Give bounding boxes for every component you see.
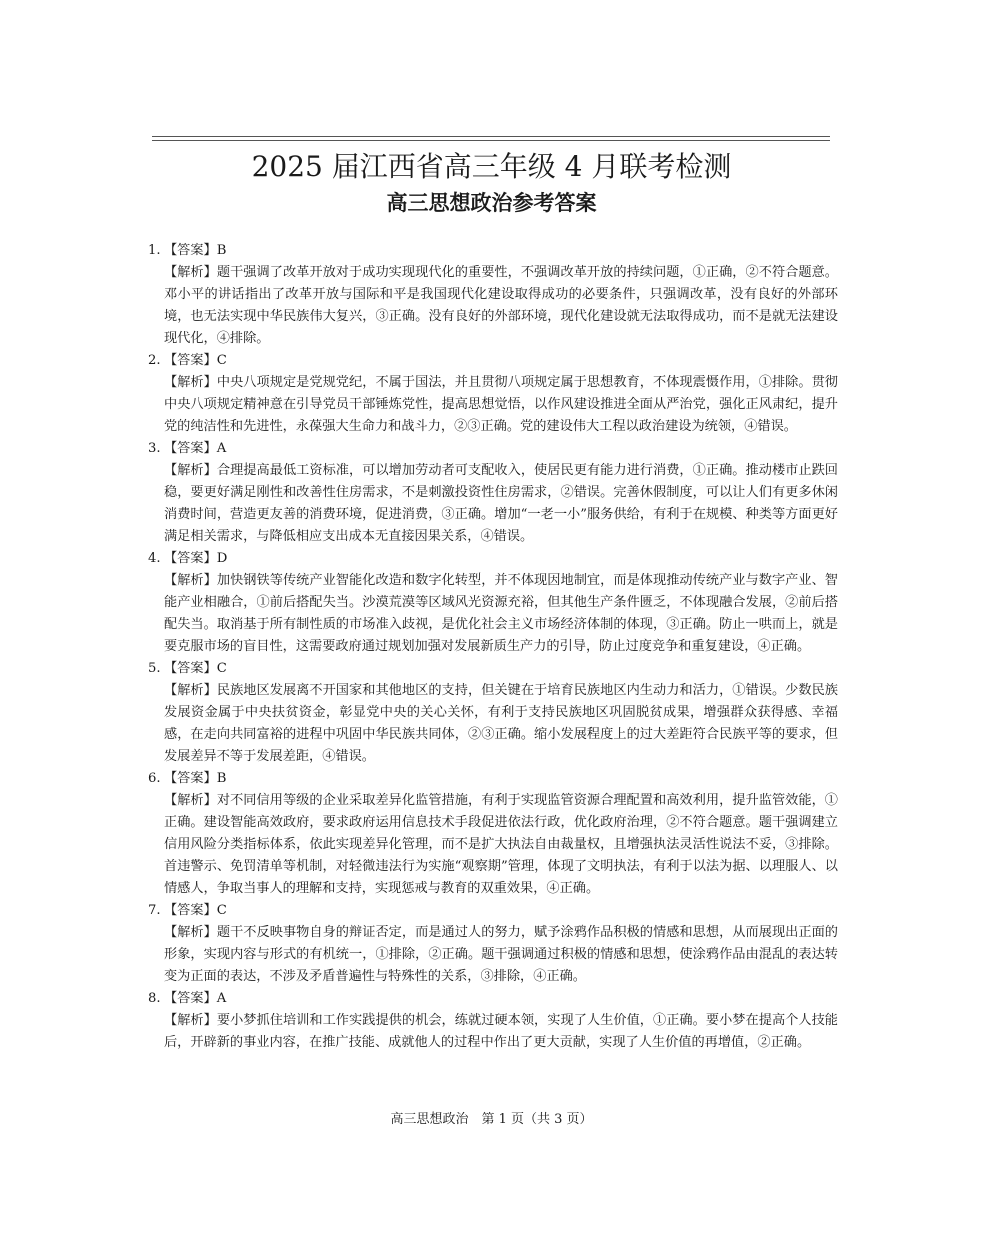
document-title: 2025 届江西省高三年级 4 月联考检测 xyxy=(251,150,732,183)
question-number: 1. xyxy=(148,243,161,258)
answer-line xyxy=(148,350,838,372)
document-subtitle: 高三思想政治参考答案 xyxy=(386,191,597,215)
answer-line xyxy=(148,900,838,922)
question-item xyxy=(148,548,838,658)
question-item xyxy=(148,240,838,350)
question-number: 7. xyxy=(148,903,161,918)
analysis-text: 【解析】民族地区发展离不开国家和其他地区的支持，但关键在于培育民族地区内生动力和活力，①错误。少数民族发展资金属于中央扶贫资金，彰显党中央的关心关怀，有利于支持民族地区巩固脱贫成果，增强群众获得感、幸福感，在走向共同富裕的进程中巩固中华民族共同体，②③正确。缩小发展程度上的过大差距符合民族平等的要求，但发展差异不等于发展差距，④错误。 xyxy=(164,683,838,764)
question-number: 6. xyxy=(148,771,161,786)
header-rule-bottom xyxy=(152,140,830,141)
analysis-text: 【解析】合理提高最低工资标准，可以增加劳动者可支配收入，使居民更有能力进行消费，①正确。推动楼市止跌回稳，要更好满足刚性和改善性住房需求，不是刺激投资性住房需求，②错误。完善休假制度，可以让人们有更多休闲消费时间，营造更友善的消费环境，促进消费，③正确。增加“一老一小”服务供给，有利于在规模、种类等方面更好满足相关需求，与降低相应支出成本无直接因果关系，④错误。 xyxy=(164,463,838,544)
answer-text: 【答案】A xyxy=(164,441,227,456)
answer-line xyxy=(148,438,838,460)
question-item xyxy=(148,900,838,988)
answer-text: 【答案】D xyxy=(164,551,228,566)
question-item xyxy=(148,350,838,438)
analysis-text: 【解析】对不同信用等级的企业采取差异化监管措施，有利于实现监管资源合理配置和高效利用，提升监管效能，①正确。建设智能高效政府，要求政府运用信息技术手段促进依法行政，优化政府治理，②不符合题意。题干强调建立信用风险分类指标体系，依此实现差异化管理，而不是扩大执法自由裁量权，且增强执法灵活性说法不妥，③排除。首违警示、免罚清单等机制，对轻微违法行为实施“观察期”管理，体现了文明执法，有利于以法为据、以理服人、以情感人，争取当事人的理解和支持，实现惩戒与教育的双重效果，④正确。 xyxy=(164,793,838,896)
question-number: 4. xyxy=(148,551,161,566)
question-item xyxy=(148,438,838,548)
analysis-text: 【解析】加快钢铁等传统产业智能化改造和数字化转型，并不体现因地制宜，而是体现推动传统产业与数字产业、智能产业相融合，①前后搭配失当。沙漠荒漠等区域风光资源充裕，但其他生产条件匮乏，不体现融合发展，②前后搭配失当。取消基于所有制性质的市场准入歧视，是优化社会主义市场经济体制的体现，③正确。防止一哄而上，就是要克服市场的盲目性，这需要政府通过规划加强对发展新质生产力的引导，防止过度竞争和重复建设，④正确。 xyxy=(164,573,838,654)
answer-line xyxy=(148,768,838,790)
answer-text: 【答案】C xyxy=(164,903,227,918)
answer-text: 【答案】C xyxy=(164,353,227,368)
question-item xyxy=(148,988,838,1054)
answer-text: 【答案】B xyxy=(164,771,227,786)
answer-text: 【答案】C xyxy=(164,661,227,676)
analysis-text: 【解析】要小梦抓住培训和工作实践提供的机会，练就过硬本领，实现了人生价值，①正确。要小梦在提高个人技能后，开辟新的事业内容，在推广技能、成就他人的过程中作出了更大贡献，实现了人生价值的再增值，②正确。 xyxy=(164,1013,838,1050)
question-item xyxy=(148,768,838,900)
answer-text: 【答案】B xyxy=(164,243,227,258)
question-number: 8. xyxy=(148,991,161,1006)
answer-list xyxy=(148,240,838,1054)
question-number: 2. xyxy=(148,353,161,368)
answer-line xyxy=(148,548,838,570)
answer-text: 【答案】A xyxy=(164,991,227,1006)
analysis-text: 【解析】中央八项规定是党规党纪，不属于国法，并且贯彻八项规定属于思想教育，不体现震慑作用，①排除。贯彻中央八项规定精神意在引导党员干部锤炼党性，提高思想觉悟，以作风建设推进全面从严治党，强化正风肃纪，提升党的纯洁性和先进性，永葆强大生命力和战斗力，②③正确。党的建设伟大工程以政治建设为统领，④错误。 xyxy=(164,375,838,434)
question-number: 5. xyxy=(148,661,161,676)
answer-line xyxy=(148,658,838,680)
question-number: 3. xyxy=(148,441,161,456)
analysis-text: 【解析】题干不反映事物自身的辩证否定，而是通过人的努力，赋予涂鸦作品积极的情感和思想，从而展现出正面的形象，实现内容与形式的有机统一，①排除，②正确。题干强调通过积极的情感和思想，使涂鸦作品由混乱的表达转变为正面的表达，不涉及矛盾普遍性与特殊性的关系，③排除，④正确。 xyxy=(164,925,838,984)
answer-line xyxy=(148,240,838,262)
question-item xyxy=(148,658,838,768)
page-footer: 高三思想政治 第 1 页（共 3 页） xyxy=(390,1112,593,1127)
header-rule-top xyxy=(152,136,830,137)
analysis-text: 【解析】题干强调了改革开放对于成功实现现代化的重要性，不强调改革开放的持续问题，①正确，②不符合题意。邓小平的讲话指出了改革开放与国际和平是我国现代化建设取得成功的必要条件，只强调改革，没有良好的外部环境，也无法实现中华民族伟大复兴，③正确。没有良好的外部环境，现代化建设就无法取得成功，而不是就无法建设现代化，④排除。 xyxy=(164,265,838,346)
answer-line xyxy=(148,988,838,1010)
